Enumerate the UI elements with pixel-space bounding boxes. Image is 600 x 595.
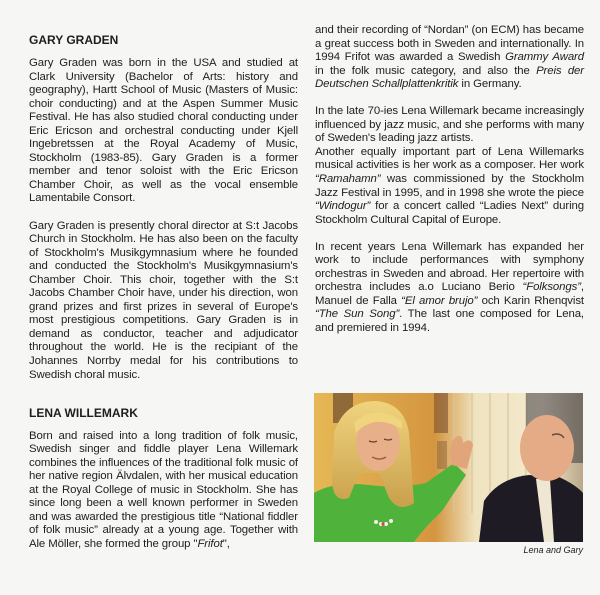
right-column (315, 24, 584, 349)
lena-bio-paragraph-5 (315, 241, 584, 336)
text-span: and their recording of “Nordan” (on ECM) has became a great success both in Sweden and internationally. In 1994 Frifot was awarded a Swedish (315, 24, 584, 64)
text-span: Another equally important part of Lena Willemarks musical activities is her work as a composer. Her work (315, 145, 584, 172)
italic-title: Preis der Deutschen Schallplattenkritik (315, 64, 584, 91)
lena-bio-paragraph-3 (315, 105, 584, 146)
text-span: was commissioned by the Stockholm Jazz Festival in 1995, and in 1998 she wrote the piece (315, 172, 584, 199)
lena-bio-paragraph-2 (315, 24, 584, 92)
italic-title: “The Sun Song” (315, 308, 400, 321)
photo-illustration (314, 393, 583, 542)
text-span: In the late 70-ies Lena Willemark became increasingly influenced by jazz music, and she performs with many of Sweden's leading jazz artists. (315, 105, 584, 145)
text-span: . The last one composed for Lena, and premiered in 1994. (315, 308, 584, 334)
text-span: och Karin Rhenqvist (477, 294, 584, 307)
italic-title: “Windogur” (315, 200, 371, 213)
text-span: Born and raised into a long tradition of folk music, Swedish singer and fiddle player Lena Willemark combines the influences of the traditional folk music of her native region Älvdalen, with her musical education at the Royal College of music in Stockholm. She has since long been a well known performer in Sweden and was awarded the prestigious title “National fiddler of folk music” already at a young age. Together with Ale Möller, she formed the group " (29, 429, 298, 550)
gary-bio-paragraph-2: Gary Graden is presently choral director at S:t Jacobs Church in Stockholm. He has also been on the faculty of Stockholm's Musikgymnasium where he founded and conducted the Stockholm's Musikgymnasium's Chamber Choir. This choir, together with the S:t Jacobs Chamber Choir have, under his direction, won grand prizes and first prizes in several of Europe's most prestigious competitions. Gary Graden is in demand as conductor, teacher and adjudicator throughout the world. He is the recipiant of the Johannes Norrby medal for his contributions to Swedish choral music. (29, 219, 298, 381)
section-heading-lena-willemark: LENA WILLEMARK (29, 405, 138, 420)
photo-lena-and-gary (314, 393, 583, 542)
text-span: for a concert called “Ladies Next” during Stockholm Cultural Capital of Europe. (315, 200, 584, 226)
lena-bio-paragraph-1 (29, 430, 298, 552)
italic-group-name: Frifot (197, 537, 223, 550)
text-span: ", (222, 537, 230, 550)
text-span: in the folk music category, and also the (315, 64, 537, 77)
section-heading-gary-graden: GARY GRADEN (29, 33, 119, 47)
italic-title: “Ramahamn” (315, 172, 381, 185)
italic-title: Grammy Award (505, 51, 584, 64)
italic-title: “El amor brujo” (401, 294, 478, 307)
photo-caption: Lena and Gary (523, 545, 583, 555)
italic-title: “Folksongs” (522, 281, 581, 294)
text-span: in Germany. (458, 78, 522, 91)
text-span: In recent years Lena Willemark has expanded her work to include performances with symphony orchestras in Sweden and abroad. Her repertoire with orchestra includes a.o Luciano Berio (315, 240, 584, 294)
lena-bio-paragraph-4 (315, 146, 584, 227)
text-span: , Manuel de Falla (315, 281, 584, 307)
gary-bio-paragraph-1: Gary Graden was born in the USA and studied at Clark University (Bachelor of Arts: history and geography), Hartt School of Music (Masters of Music: choir conducting) and at the Aspen Summer Music Festival. He has also studied choral conducting under Eric Ericson and orchestral conducting under Kjell Ingebretssen at the Royal Academy of Music, Stockholm (1983-85). Gary Graden is a former member and tenor soloist with the Eric Ericson Chamber Choir, as well as the vocal ensemble Lamentabile Consort. (29, 57, 298, 205)
left-column (29, 33, 298, 552)
